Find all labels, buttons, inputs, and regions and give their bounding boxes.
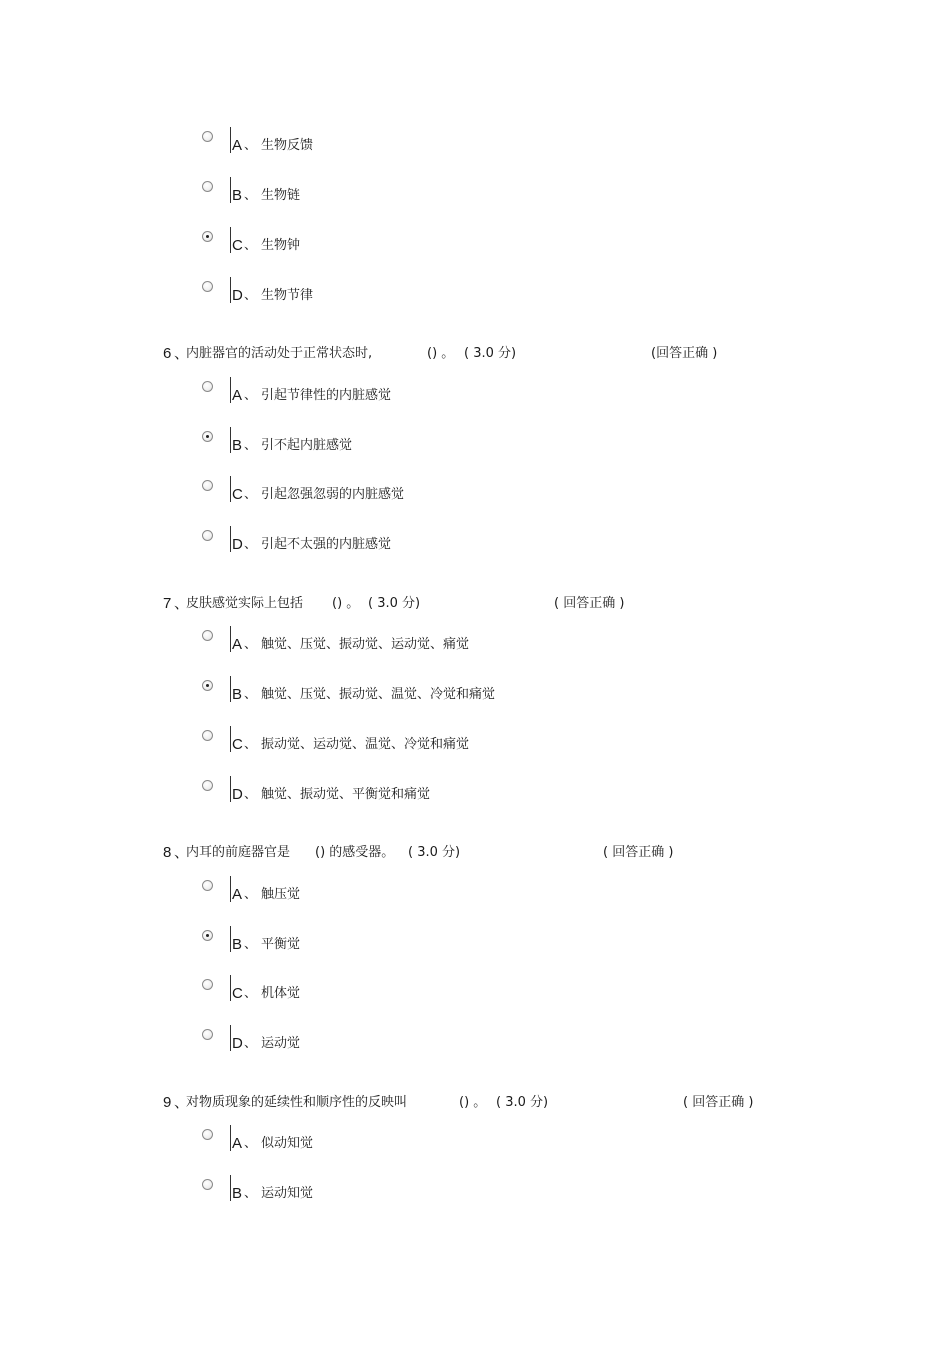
question-blank: () 。 [427, 346, 455, 361]
radio-button[interactable] [202, 431, 213, 442]
radio-button[interactable] [202, 131, 213, 142]
question-6-header [0, 344, 950, 364]
divider [230, 676, 231, 702]
option-text: 振动觉、运动觉、温觉、冷觉和痛觉 [261, 737, 470, 752]
answer-status: (回答正确 ) [651, 346, 718, 361]
option-letter: C [232, 486, 243, 503]
q8-option-b[interactable] [200, 926, 700, 956]
radio-button[interactable] [202, 181, 213, 192]
divider [230, 926, 231, 952]
q8-option-c[interactable] [200, 975, 700, 1005]
option-letter: A [232, 137, 243, 154]
q6-option-c[interactable] [200, 476, 700, 506]
radio-button[interactable] [202, 930, 213, 941]
question-blank: () 的感受器。 [315, 845, 395, 860]
option-separator: 、 [244, 288, 258, 303]
radio-button[interactable] [202, 880, 213, 891]
option-text: 引起忽强忽弱的内脏感觉 [261, 487, 405, 502]
q6-option-a[interactable] [200, 377, 700, 407]
divider [230, 726, 231, 752]
radio-button[interactable] [202, 979, 213, 990]
option-letter: D [232, 786, 243, 803]
radio-button[interactable] [202, 281, 213, 292]
option-text: 引起不太强的内脏感觉 [261, 537, 392, 552]
option-letter: C [232, 736, 243, 753]
question-dot: 、 [174, 345, 190, 362]
option-separator: 、 [244, 1136, 258, 1151]
divider [230, 626, 231, 652]
radio-button[interactable] [202, 1179, 213, 1190]
option-separator: 、 [244, 637, 258, 652]
q5-option-a[interactable] [200, 127, 700, 157]
option-letter: B [232, 936, 243, 953]
q9-option-a[interactable] [200, 1125, 700, 1155]
divider [230, 776, 231, 802]
radio-button[interactable] [202, 630, 213, 641]
divider [230, 1025, 231, 1051]
divider [230, 876, 231, 902]
option-letter: B [232, 187, 243, 204]
option-separator: 、 [244, 687, 258, 702]
radio-button[interactable] [202, 1029, 213, 1040]
option-letter: A [232, 636, 243, 653]
option-letter: D [232, 287, 243, 304]
q8-option-a[interactable] [200, 876, 700, 906]
option-text: 生物节律 [261, 288, 314, 303]
option-text: 平衡觉 [261, 937, 301, 952]
divider [230, 377, 231, 403]
question-dot: 、 [174, 844, 190, 861]
option-text: 生物链 [261, 188, 301, 203]
question-blank: () 。 [332, 596, 360, 611]
option-separator: 、 [244, 388, 258, 403]
option-letter: A [232, 387, 243, 404]
option-text: 引不起内脏感觉 [261, 438, 353, 453]
question-number: 8 [163, 844, 172, 861]
question-7-header [0, 594, 950, 614]
radio-button[interactable] [202, 480, 213, 491]
option-letter: D [232, 1035, 243, 1052]
option-letter: A [232, 886, 243, 903]
q5-option-c[interactable] [200, 227, 700, 257]
q7-option-b[interactable] [200, 676, 700, 706]
q6-option-d[interactable] [200, 526, 700, 556]
option-separator: 、 [244, 737, 258, 752]
radio-button[interactable] [202, 231, 213, 242]
option-text: 生物反馈 [261, 138, 314, 153]
q7-option-c[interactable] [200, 726, 700, 756]
option-separator: 、 [244, 138, 258, 153]
option-letter: C [232, 985, 243, 1002]
divider [230, 227, 231, 253]
option-separator: 、 [244, 937, 258, 952]
radio-button[interactable] [202, 381, 213, 392]
question-score: ( 3.0 分) [368, 596, 421, 611]
question-number: 6 [163, 345, 172, 362]
option-text: 触觉、压觉、振动觉、运动觉、痛觉 [261, 637, 470, 652]
option-separator: 、 [244, 887, 258, 902]
option-letter: C [232, 237, 243, 254]
option-separator: 、 [244, 487, 258, 502]
answer-status: ( 回答正确 ) [683, 1095, 754, 1110]
option-text: 似动知觉 [261, 1136, 314, 1151]
radio-button[interactable] [202, 1129, 213, 1140]
question-number: 9 [163, 1094, 172, 1111]
option-text: 触压觉 [261, 887, 301, 902]
option-separator: 、 [244, 188, 258, 203]
q6-option-b[interactable] [200, 427, 700, 457]
option-letter: D [232, 536, 243, 553]
q9-option-b[interactable] [200, 1175, 700, 1205]
option-separator: 、 [244, 537, 258, 552]
option-separator: 、 [244, 1186, 258, 1201]
option-letter: A [232, 1135, 243, 1152]
radio-button[interactable] [202, 530, 213, 541]
option-letter: B [232, 437, 243, 454]
question-text: 内耳的前庭器官是 [186, 845, 291, 860]
option-text: 触觉、压觉、振动觉、温觉、冷觉和痛觉 [261, 687, 496, 702]
divider [230, 975, 231, 1001]
question-9-header [0, 1093, 950, 1113]
divider [230, 277, 231, 303]
option-text: 引起节律性的内脏感觉 [261, 388, 392, 403]
answer-status: ( 回答正确 ) [603, 845, 674, 860]
divider [230, 177, 231, 203]
question-text: 对物质现象的延续性和顺序性的反映叫 [186, 1095, 408, 1110]
question-score: ( 3.0 分) [496, 1095, 549, 1110]
question-number: 7 [163, 595, 172, 612]
option-separator: 、 [244, 438, 258, 453]
divider [230, 1175, 231, 1201]
divider [230, 427, 231, 453]
option-separator: 、 [244, 1036, 258, 1051]
radio-button[interactable] [202, 730, 213, 741]
answer-status: ( 回答正确 ) [554, 596, 625, 611]
question-score: ( 3.0 分) [464, 346, 517, 361]
option-text: 机体觉 [261, 986, 301, 1001]
question-dot: 、 [174, 595, 190, 612]
question-blank: () 。 [459, 1095, 487, 1110]
divider [230, 127, 231, 153]
question-8-header [0, 843, 950, 863]
option-text: 生物钟 [261, 238, 301, 253]
option-text: 触觉、振动觉、平衡觉和痛觉 [261, 787, 431, 802]
divider [230, 1125, 231, 1151]
option-separator: 、 [244, 238, 258, 253]
q5-option-b[interactable] [200, 177, 700, 207]
question-text: 内脏器官的活动处于正常状态时, [186, 346, 373, 361]
q8-option-d[interactable] [200, 1025, 700, 1055]
option-separator: 、 [244, 986, 258, 1001]
q7-option-a[interactable] [200, 626, 700, 656]
question-text: 皮肤感觉实际上包括 [186, 596, 304, 611]
radio-button[interactable] [202, 780, 213, 791]
q5-option-d[interactable] [200, 277, 700, 307]
divider [230, 526, 231, 552]
q7-option-d[interactable] [200, 776, 700, 806]
option-separator: 、 [244, 787, 258, 802]
option-letter: B [232, 686, 243, 703]
option-text: 运动知觉 [261, 1186, 314, 1201]
question-dot: 、 [174, 1094, 190, 1111]
question-score: ( 3.0 分) [408, 845, 461, 860]
divider [230, 476, 231, 502]
option-text: 运动觉 [261, 1036, 301, 1051]
option-letter: B [232, 1185, 243, 1202]
radio-button[interactable] [202, 680, 213, 691]
